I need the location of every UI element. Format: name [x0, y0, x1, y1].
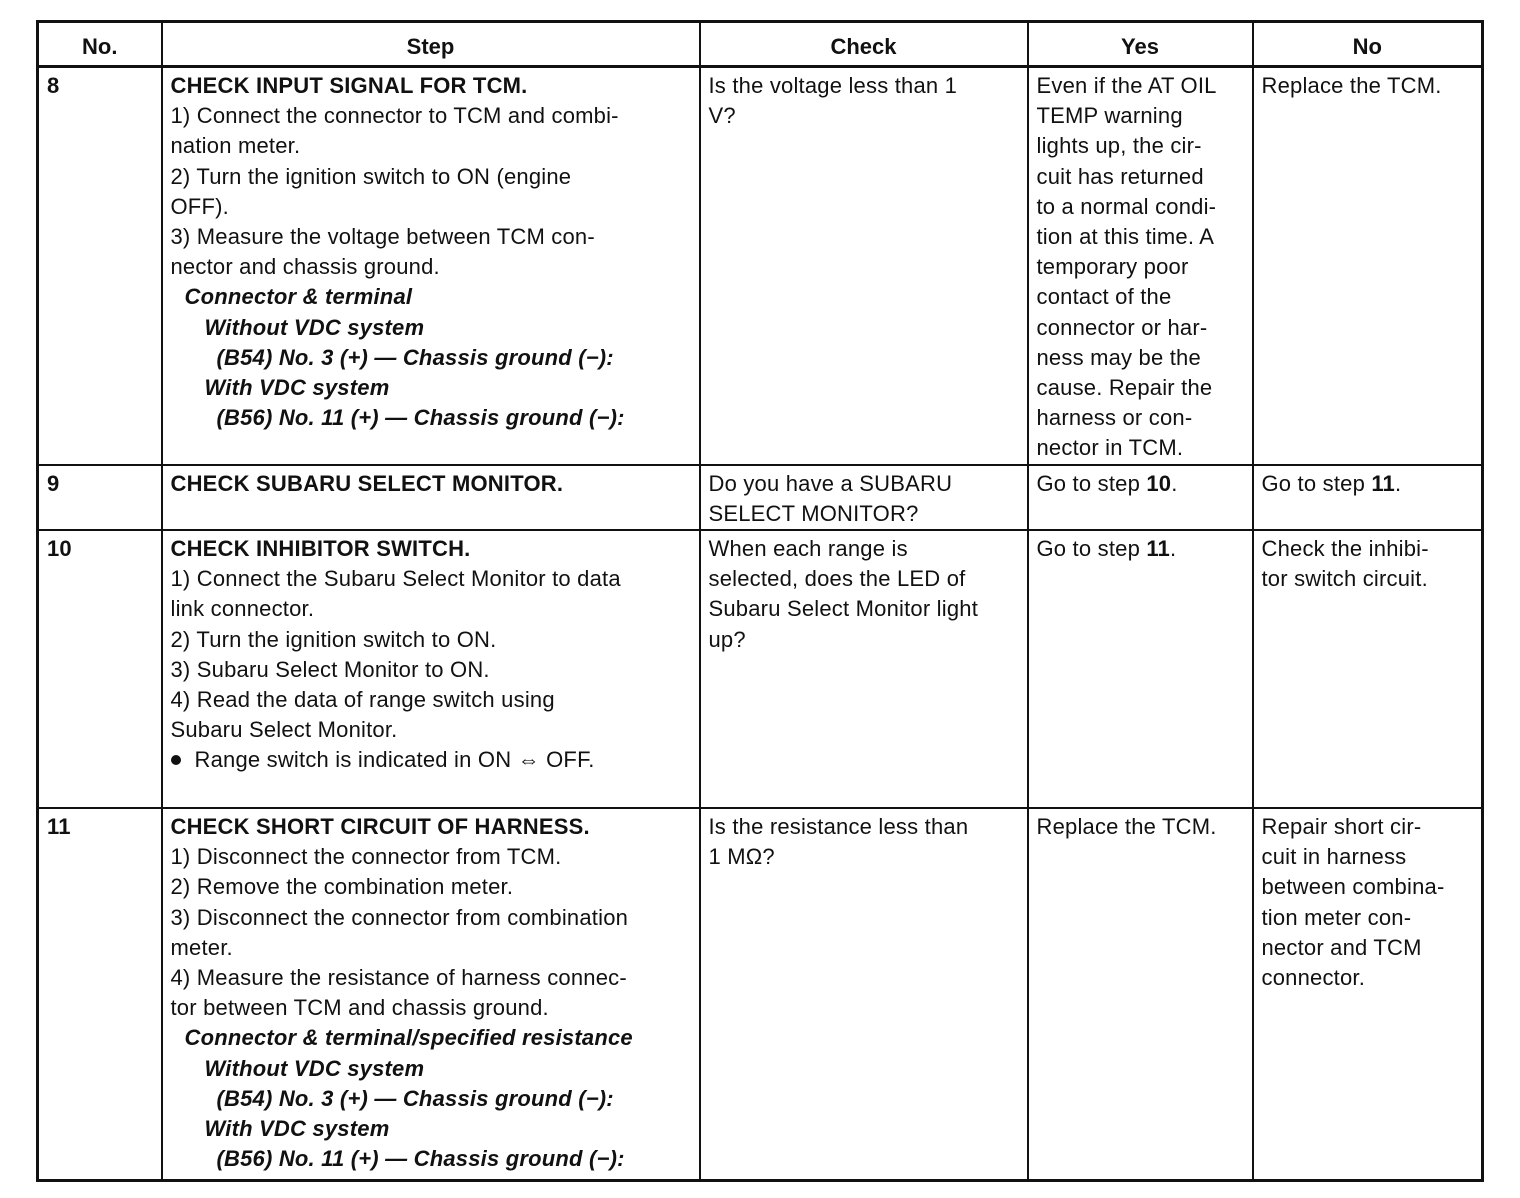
spec-title: Connector & terminal/specified resistance: [184, 1025, 633, 1051]
no-line: tor switch circuit.: [1261, 566, 1428, 592]
step-line: 1) Connect the connector to TCM and combi-: [170, 103, 619, 129]
yes-line: nector in TCM.: [1036, 435, 1184, 461]
step-cell: [162, 465, 700, 530]
header-yes: Yes: [1028, 22, 1253, 67]
spec-with-vdc: With VDC system: [204, 375, 390, 401]
step-title: CHECK SHORT CIRCUIT OF HARNESS.: [170, 814, 590, 840]
step-cell: [162, 808, 700, 1180]
no-line: Check the inhibi-: [1261, 536, 1429, 562]
check-line: Is the voltage less than 1: [708, 73, 958, 98]
yes-cell: [1028, 808, 1253, 1180]
step-line: nector and chassis ground.: [170, 254, 440, 280]
header-step: Step: [162, 22, 700, 67]
yes-cell: [1028, 465, 1253, 530]
step-title: CHECK INHIBITOR SWITCH.: [170, 536, 471, 562]
spec-with-vdc: With VDC system: [204, 1116, 390, 1142]
yes-line: lights up, the cir-: [1036, 133, 1202, 159]
spec-without-vdc-value: (B54) No. 3 (+) — Chassis ground (−):: [216, 344, 614, 370]
step-line: 2) Turn the ignition switch to ON (engine: [170, 163, 572, 189]
step-number: 11: [38, 808, 162, 1180]
go-to-text: Go to step: [1036, 470, 1147, 496]
step-line: tor between TCM and chassis ground.: [170, 995, 549, 1021]
table-row: [38, 465, 1483, 530]
step-line: 3) Subaru Select Monitor to ON.: [170, 656, 490, 682]
header-no-answer: No: [1253, 22, 1483, 67]
bullet-text: Range switch is indicated in ON ⇔ OFF.: [194, 747, 595, 773]
check-cell: [700, 465, 1028, 530]
check-line: Do you have a SUBARU: [708, 470, 953, 496]
no-cell: [1253, 67, 1483, 465]
check-line: Is the resistance less than: [708, 814, 969, 840]
yes-line: tion at this time. A: [1036, 224, 1215, 250]
check-line: SELECT MONITOR?: [708, 500, 919, 526]
no-line: between combina-: [1261, 874, 1445, 900]
step-line: 3) Disconnect the connector from combination: [170, 904, 629, 930]
step-line: meter.: [170, 934, 233, 960]
step-cell: [162, 530, 700, 808]
no-cell: [1253, 465, 1483, 530]
step-reference: 11: [1146, 536, 1170, 562]
step-line: link connector.: [170, 596, 315, 622]
step-line: Subaru Select Monitor.: [170, 717, 398, 743]
table-row: [38, 808, 1483, 1180]
yes-line: contact of the: [1036, 284, 1172, 310]
spec-without-vdc: Without VDC system: [204, 314, 425, 340]
table-row: [38, 67, 1483, 465]
no-cell: [1253, 530, 1483, 808]
check-cell: [700, 808, 1028, 1180]
step-line: 1) Connect the Subaru Select Monitor to data: [170, 566, 621, 592]
step-number: 8: [38, 67, 162, 465]
header-no: No.: [38, 22, 162, 67]
yes-line: Go to step 11.: [1036, 536, 1177, 562]
spec-title: Connector & terminal: [184, 284, 413, 310]
step-line: 2) Remove the combination meter.: [170, 874, 514, 900]
no-line: cuit in harness: [1261, 844, 1407, 870]
yes-line: cause. Repair the: [1036, 375, 1213, 401]
spec-with-vdc-value: (B56) No. 11 (+) — Chassis ground (−):: [216, 1146, 625, 1172]
bullet-item: [171, 745, 691, 775]
step-line: nation meter.: [170, 133, 301, 159]
step-title: CHECK SUBARU SELECT MONITOR.: [170, 470, 564, 496]
diagnostic-table: [36, 20, 1484, 1182]
step-line: 2) Turn the ignition switch to ON.: [170, 626, 497, 652]
check-line: Subaru Select Monitor light: [708, 596, 979, 622]
yes-cell: [1028, 67, 1253, 465]
spec-without-vdc: Without VDC system: [204, 1055, 425, 1081]
go-to-text: Go to step: [1036, 536, 1147, 562]
check-line: selected, does the LED of: [708, 566, 966, 592]
no-line: connector.: [1261, 965, 1366, 991]
step-reference: 11: [1371, 470, 1395, 496]
bullet-icon: [171, 755, 181, 765]
yes-cell: [1028, 530, 1253, 808]
check-line: When each range is: [708, 536, 908, 562]
yes-line: Even if the AT OIL: [1036, 73, 1217, 98]
table-row: [38, 530, 1483, 808]
step-number: 9: [38, 465, 162, 530]
no-line: Replace the TCM.: [1261, 73, 1442, 98]
step-line: 3) Measure the voltage between TCM con-: [170, 224, 595, 250]
check-cell: [700, 67, 1028, 465]
yes-line: to a normal condi-: [1036, 193, 1217, 219]
no-line: tion meter con-: [1261, 904, 1412, 930]
step-reference: 10: [1146, 470, 1172, 496]
yes-line: cuit has returned: [1036, 163, 1204, 189]
step-number: 10: [38, 530, 162, 808]
yes-line: TEMP warning: [1036, 103, 1183, 129]
yes-line: temporary poor: [1036, 254, 1189, 280]
step-line: OFF).: [170, 193, 229, 219]
header-check: Check: [700, 22, 1028, 67]
yes-line: Go to step 10.: [1036, 470, 1178, 496]
spec-without-vdc-value: (B54) No. 3 (+) — Chassis ground (−):: [216, 1085, 614, 1111]
header-row: [38, 22, 1483, 67]
check-line: up?: [708, 626, 746, 652]
check-line: 1 MΩ?: [708, 844, 775, 870]
step-line: 1) Disconnect the connector from TCM.: [170, 844, 562, 870]
check-line: V?: [708, 103, 736, 129]
step-line: 4) Read the data of range switch using: [170, 687, 555, 713]
yes-line: Replace the TCM.: [1036, 814, 1217, 840]
no-line: Repair short cir-: [1261, 814, 1422, 840]
step-title: CHECK INPUT SIGNAL FOR TCM.: [170, 73, 528, 98]
check-cell: [700, 530, 1028, 808]
no-line: nector and TCM: [1261, 934, 1422, 960]
yes-line: harness or con-: [1036, 405, 1193, 431]
step-cell: [162, 67, 700, 465]
yes-line: connector or har-: [1036, 314, 1208, 340]
no-cell: [1253, 808, 1483, 1180]
yes-line: ness may be the: [1036, 344, 1201, 370]
no-line: Go to step 11.: [1261, 470, 1402, 496]
step-line: 4) Measure the resistance of harness connec-: [170, 965, 627, 991]
spec-with-vdc-value: (B56) No. 11 (+) — Chassis ground (−):: [216, 405, 625, 431]
go-to-text: Go to step: [1261, 470, 1372, 496]
